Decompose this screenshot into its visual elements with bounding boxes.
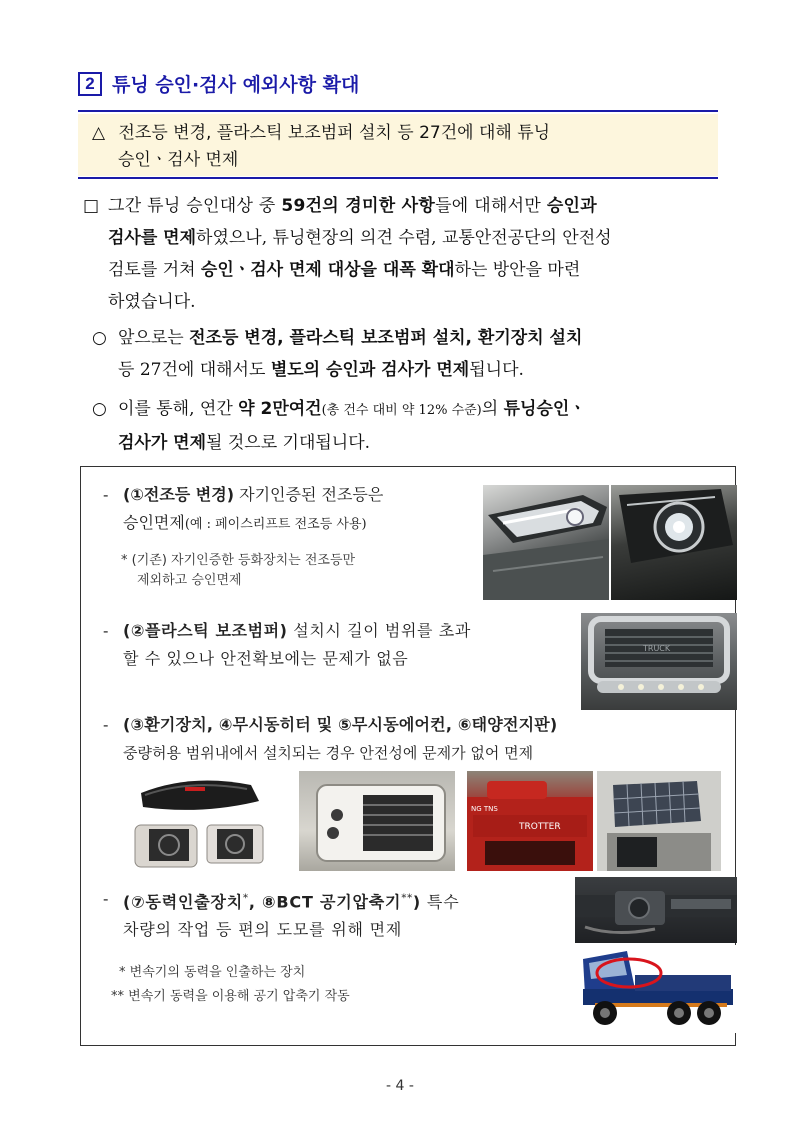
solar-graphic: [597, 771, 721, 871]
headlight-photo-2: [611, 485, 737, 600]
page-number: - 4 -: [386, 1078, 414, 1094]
sub1-line-2: 등 27건에 대해서도 별도의 승인과 검사가 면제됩니다.: [118, 360, 524, 380]
item1-text: (①전조등 변경) 자기인증된 전조등은 승인면제(예 : 페이스리프트 전조등 사용): [123, 485, 384, 532]
heater-photo: [299, 771, 455, 871]
para-line-3: 검토를 거쳐 승인ㆍ검사 면제 대상을 대폭 확대하는 방안을 마련: [108, 260, 581, 280]
item1-heading: (①전조등 변경): [123, 485, 235, 504]
divider-top: [78, 110, 718, 112]
item2-dash: -: [103, 621, 109, 640]
solar-photo: [597, 771, 721, 871]
para-line-1: 그간 튜닝 승인대상 중 59건의 경미한 사항들에 대해서만 승인과: [108, 196, 597, 216]
truck-brand-label: TROTTER: [519, 822, 561, 832]
grill-label: TRUCK: [643, 644, 671, 653]
figure-box: [80, 466, 736, 1046]
para-line-4: 하였습니다.: [108, 292, 196, 312]
para-line-2: 검사를 면제하였으나, 튜닝현장의 의견 수렴, 교통안전공단의 안전성: [108, 228, 612, 248]
item4-notes: * 변속기의 동력을 인출하는 장치 ** 변속기 동력을 이용해 공기 압축기 작동: [111, 965, 350, 1004]
item3-dash: -: [103, 715, 109, 734]
circle-marker-2: ○: [92, 399, 107, 419]
truck-photo: [575, 945, 737, 1033]
aircon-graphic: [467, 771, 593, 871]
vent-photo: [131, 771, 271, 871]
item4-text: (⑦동력인출장치*, ⑧BCT 공기압축기**) 특수 차량의 작업 등 편의 도모를 위해 면제: [123, 892, 460, 940]
summary-line-2: 승인ㆍ검사 면제: [118, 150, 239, 170]
item1-note: * (기존) 자기인증한 등화장치는 전조등만 제외하고 승인면제: [121, 553, 356, 588]
divider-bottom: [78, 177, 718, 179]
sub1-line-1: 앞으로는 전조등 변경, 플라스틱 보조범퍼 설치, 환기장치 설치: [118, 328, 583, 348]
aircon-photo: [467, 771, 593, 871]
pto-photo: [575, 877, 737, 943]
heater-graphic: [299, 771, 455, 871]
sub-bullet-2: [118, 393, 728, 459]
sub2-line-1: 이를 통해, 연간 약 2만여건(총 건수 대비 약 12% 수준)의 튜닝승인ㆍ: [118, 399, 586, 419]
sub-bullet-1: [118, 322, 728, 386]
square-marker: □: [83, 196, 100, 216]
bumper-photo: [581, 613, 737, 710]
item1-dash: -: [103, 485, 109, 504]
section-heading: [78, 70, 359, 97]
headlight-photo-1: [483, 485, 609, 600]
sub2-line-2: 검사가 면제될 것으로 기대됩니다.: [118, 433, 371, 453]
truck-tag-label: NG TNS: [471, 805, 498, 813]
main-paragraph: [108, 190, 728, 318]
headlight-graphic-1: [483, 485, 609, 600]
summary-box: [78, 114, 718, 176]
headlight-graphic-2: [611, 485, 737, 600]
pto-graphic: [575, 877, 737, 943]
item3-heading: (③환기장치, ④무시동히터 및 ⑤무시동에어컨, ⑥태양전지판): [123, 715, 558, 734]
bumper-graphic: [581, 613, 737, 710]
summary-line-1: △ 전조등 변경, 플라스틱 보조범퍼 설치 등 27건에 대해 튜닝: [92, 123, 551, 143]
item4-dash: -: [103, 889, 109, 908]
section-title: 튜닝 승인·검사 예외사항 확대: [112, 74, 360, 96]
truck-graphic: [575, 945, 737, 1033]
item2-text: (②플라스틱 보조범퍼) 설치시 길이 범위를 초과 할 수 있으나 안전확보에는 문제가 없음: [123, 621, 471, 668]
section-number: 2: [78, 72, 102, 96]
item3-text: (③환기장치, ④무시동히터 및 ⑤무시동에어컨, ⑥태양전지판) 중량허용 범위내에서 설치되는 경우 안전성에 문제가 없어 면제: [123, 715, 558, 762]
triangle-marker: △: [92, 123, 106, 143]
item4-heading-a: (⑦동력인출장치: [123, 892, 243, 912]
item2-heading: (②플라스틱 보조범퍼): [123, 621, 288, 640]
vent-graphic: [131, 771, 271, 871]
circle-marker-1: ○: [92, 328, 107, 348]
